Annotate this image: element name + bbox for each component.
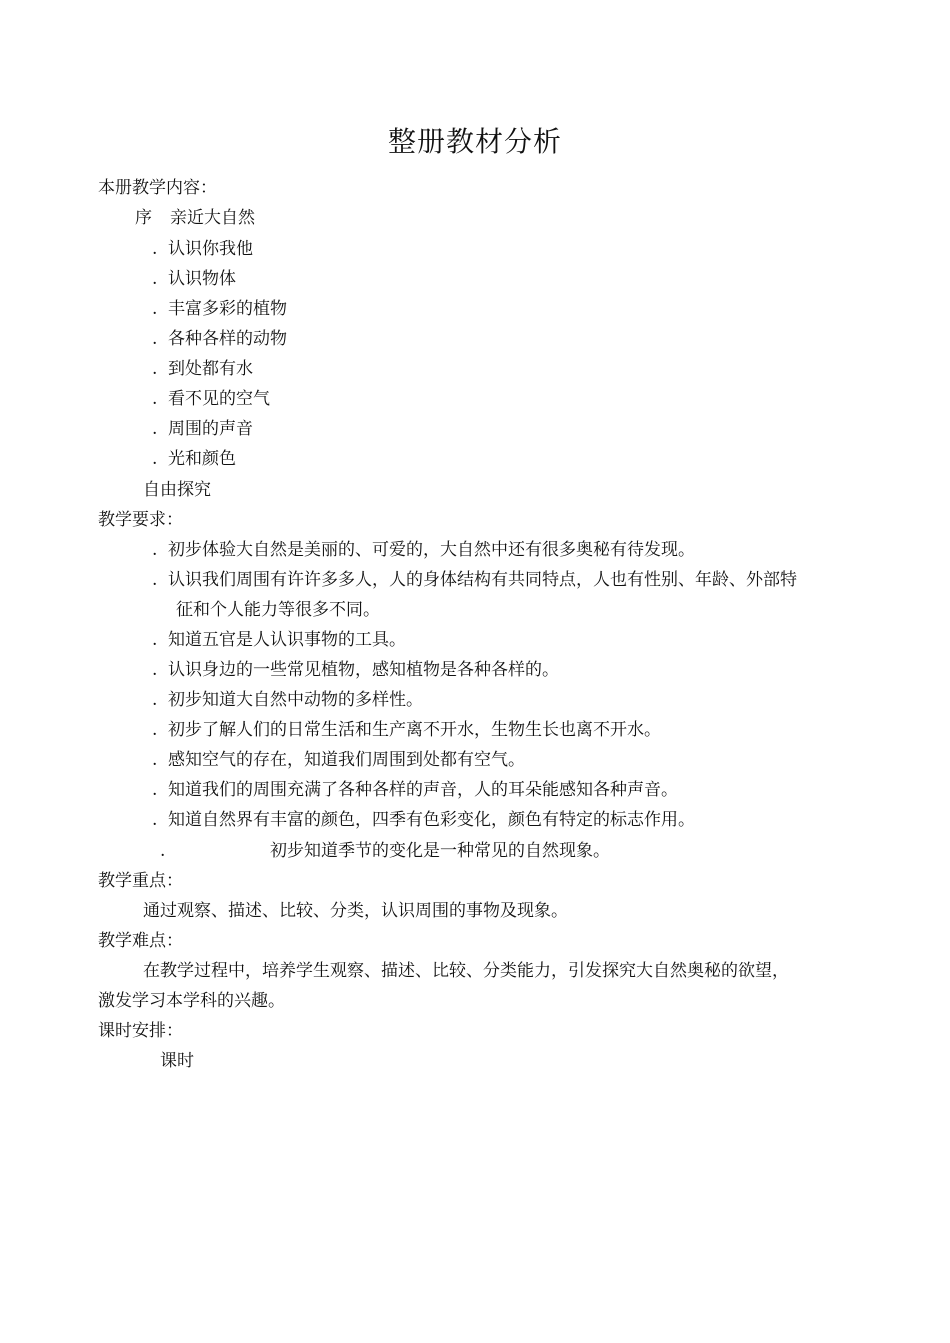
list-bullet: . bbox=[152, 389, 158, 409]
list-bullet: . bbox=[152, 690, 158, 710]
schedule-heading: 课时安排： bbox=[98, 1021, 183, 1041]
unit-text: 看不见的空气 bbox=[168, 389, 270, 409]
list-bullet: . bbox=[152, 540, 158, 560]
content-heading: 本册教学内容： bbox=[98, 178, 217, 198]
requirements-heading: 教学要求： bbox=[98, 510, 183, 530]
list-bullet: . bbox=[152, 449, 158, 469]
list-bullet: . bbox=[160, 841, 166, 861]
unit-text: 光和颜色 bbox=[168, 449, 236, 469]
difficulties-text-line2: 激发学习本学科的兴趣。 bbox=[98, 991, 285, 1011]
requirement-text: 初步知道大自然中动物的多样性。 bbox=[168, 690, 423, 710]
unit-text: 认识你我他 bbox=[168, 239, 253, 259]
list-bullet: . bbox=[152, 239, 158, 259]
list-bullet: . bbox=[152, 780, 158, 800]
unit-text: 周围的声音 bbox=[168, 419, 253, 439]
requirement-text: 知道我们的周围充满了各种各样的声音，人的耳朵能感知各种声音。 bbox=[168, 780, 678, 800]
unit-text: 认识物体 bbox=[168, 269, 236, 289]
unit-item bbox=[152, 447, 236, 471]
requirement-text: 初步知道季节的变化是一种常见的自然现象。 bbox=[270, 841, 610, 861]
unit-item bbox=[152, 387, 270, 411]
list-bullet: . bbox=[152, 329, 158, 349]
list-bullet: . bbox=[152, 419, 158, 439]
unit-item bbox=[152, 237, 253, 261]
preface-text: 亲近大自然 bbox=[170, 208, 255, 228]
requirement-item bbox=[152, 778, 678, 802]
requirement-item bbox=[152, 538, 695, 562]
unit-item bbox=[152, 267, 236, 291]
preface-label: 序 bbox=[135, 208, 152, 228]
requirement-item bbox=[152, 748, 525, 772]
requirement-item bbox=[152, 658, 559, 682]
list-bullet: . bbox=[152, 660, 158, 680]
page-title: 整册教材分析 bbox=[387, 125, 562, 158]
requirement-continuation: 征和个人能力等很多不同。 bbox=[176, 600, 380, 620]
free-explore-line: 自由探究 bbox=[143, 480, 211, 500]
difficulties-text-line1: 在教学过程中，培养学生观察、描述、比较、分类能力，引发探究大自然奥秘的欲望， bbox=[143, 961, 789, 981]
list-bullet: . bbox=[152, 570, 158, 590]
unit-item bbox=[152, 327, 287, 351]
unit-item bbox=[152, 297, 287, 321]
unit-text: 丰富多彩的植物 bbox=[168, 299, 287, 319]
list-bullet: . bbox=[152, 630, 158, 650]
requirement-text: 初步了解人们的日常生活和生产离不开水，生物生长也离不开水。 bbox=[168, 720, 661, 740]
unit-text: 各种各样的动物 bbox=[168, 329, 287, 349]
preface-line bbox=[135, 206, 255, 230]
requirement-text: 知道五官是人认识事物的工具。 bbox=[168, 630, 406, 650]
requirement-item bbox=[152, 628, 406, 652]
requirement-text: 初步体验大自然是美丽的、可爱的，大自然中还有很多奥秘有待发现。 bbox=[168, 540, 695, 560]
requirement-item bbox=[152, 688, 423, 712]
requirement-item bbox=[152, 718, 661, 742]
unit-item bbox=[152, 357, 253, 381]
list-bullet: . bbox=[152, 720, 158, 740]
unit-item bbox=[152, 417, 253, 441]
list-bullet: . bbox=[152, 299, 158, 319]
requirement-text: 认识身边的一些常见植物，感知植物是各种各样的。 bbox=[168, 660, 559, 680]
requirement-text: 感知空气的存在，知道我们周围到处都有空气。 bbox=[168, 750, 525, 770]
list-bullet: . bbox=[152, 269, 158, 289]
key-points-heading: 教学重点： bbox=[98, 871, 183, 891]
unit-text: 到处都有水 bbox=[168, 359, 253, 379]
requirement-text: 知道自然界有丰富的颜色，四季有色彩变化，颜色有特定的标志作用。 bbox=[168, 810, 695, 830]
difficulties-heading: 教学难点： bbox=[98, 931, 183, 951]
key-points-text: 通过观察、描述、比较、分类，认识周围的事物及现象。 bbox=[143, 901, 568, 921]
schedule-text: 课时 bbox=[160, 1051, 194, 1071]
requirement-item bbox=[152, 568, 797, 592]
requirement-text: 认识我们周围有许许多多人，人的身体结构有共同特点，人也有性别、年龄、外部特 bbox=[168, 570, 797, 590]
list-bullet: . bbox=[152, 750, 158, 770]
list-bullet: . bbox=[152, 810, 158, 830]
list-bullet: . bbox=[152, 359, 158, 379]
requirement-item-last bbox=[160, 839, 610, 863]
requirement-item bbox=[152, 808, 695, 832]
